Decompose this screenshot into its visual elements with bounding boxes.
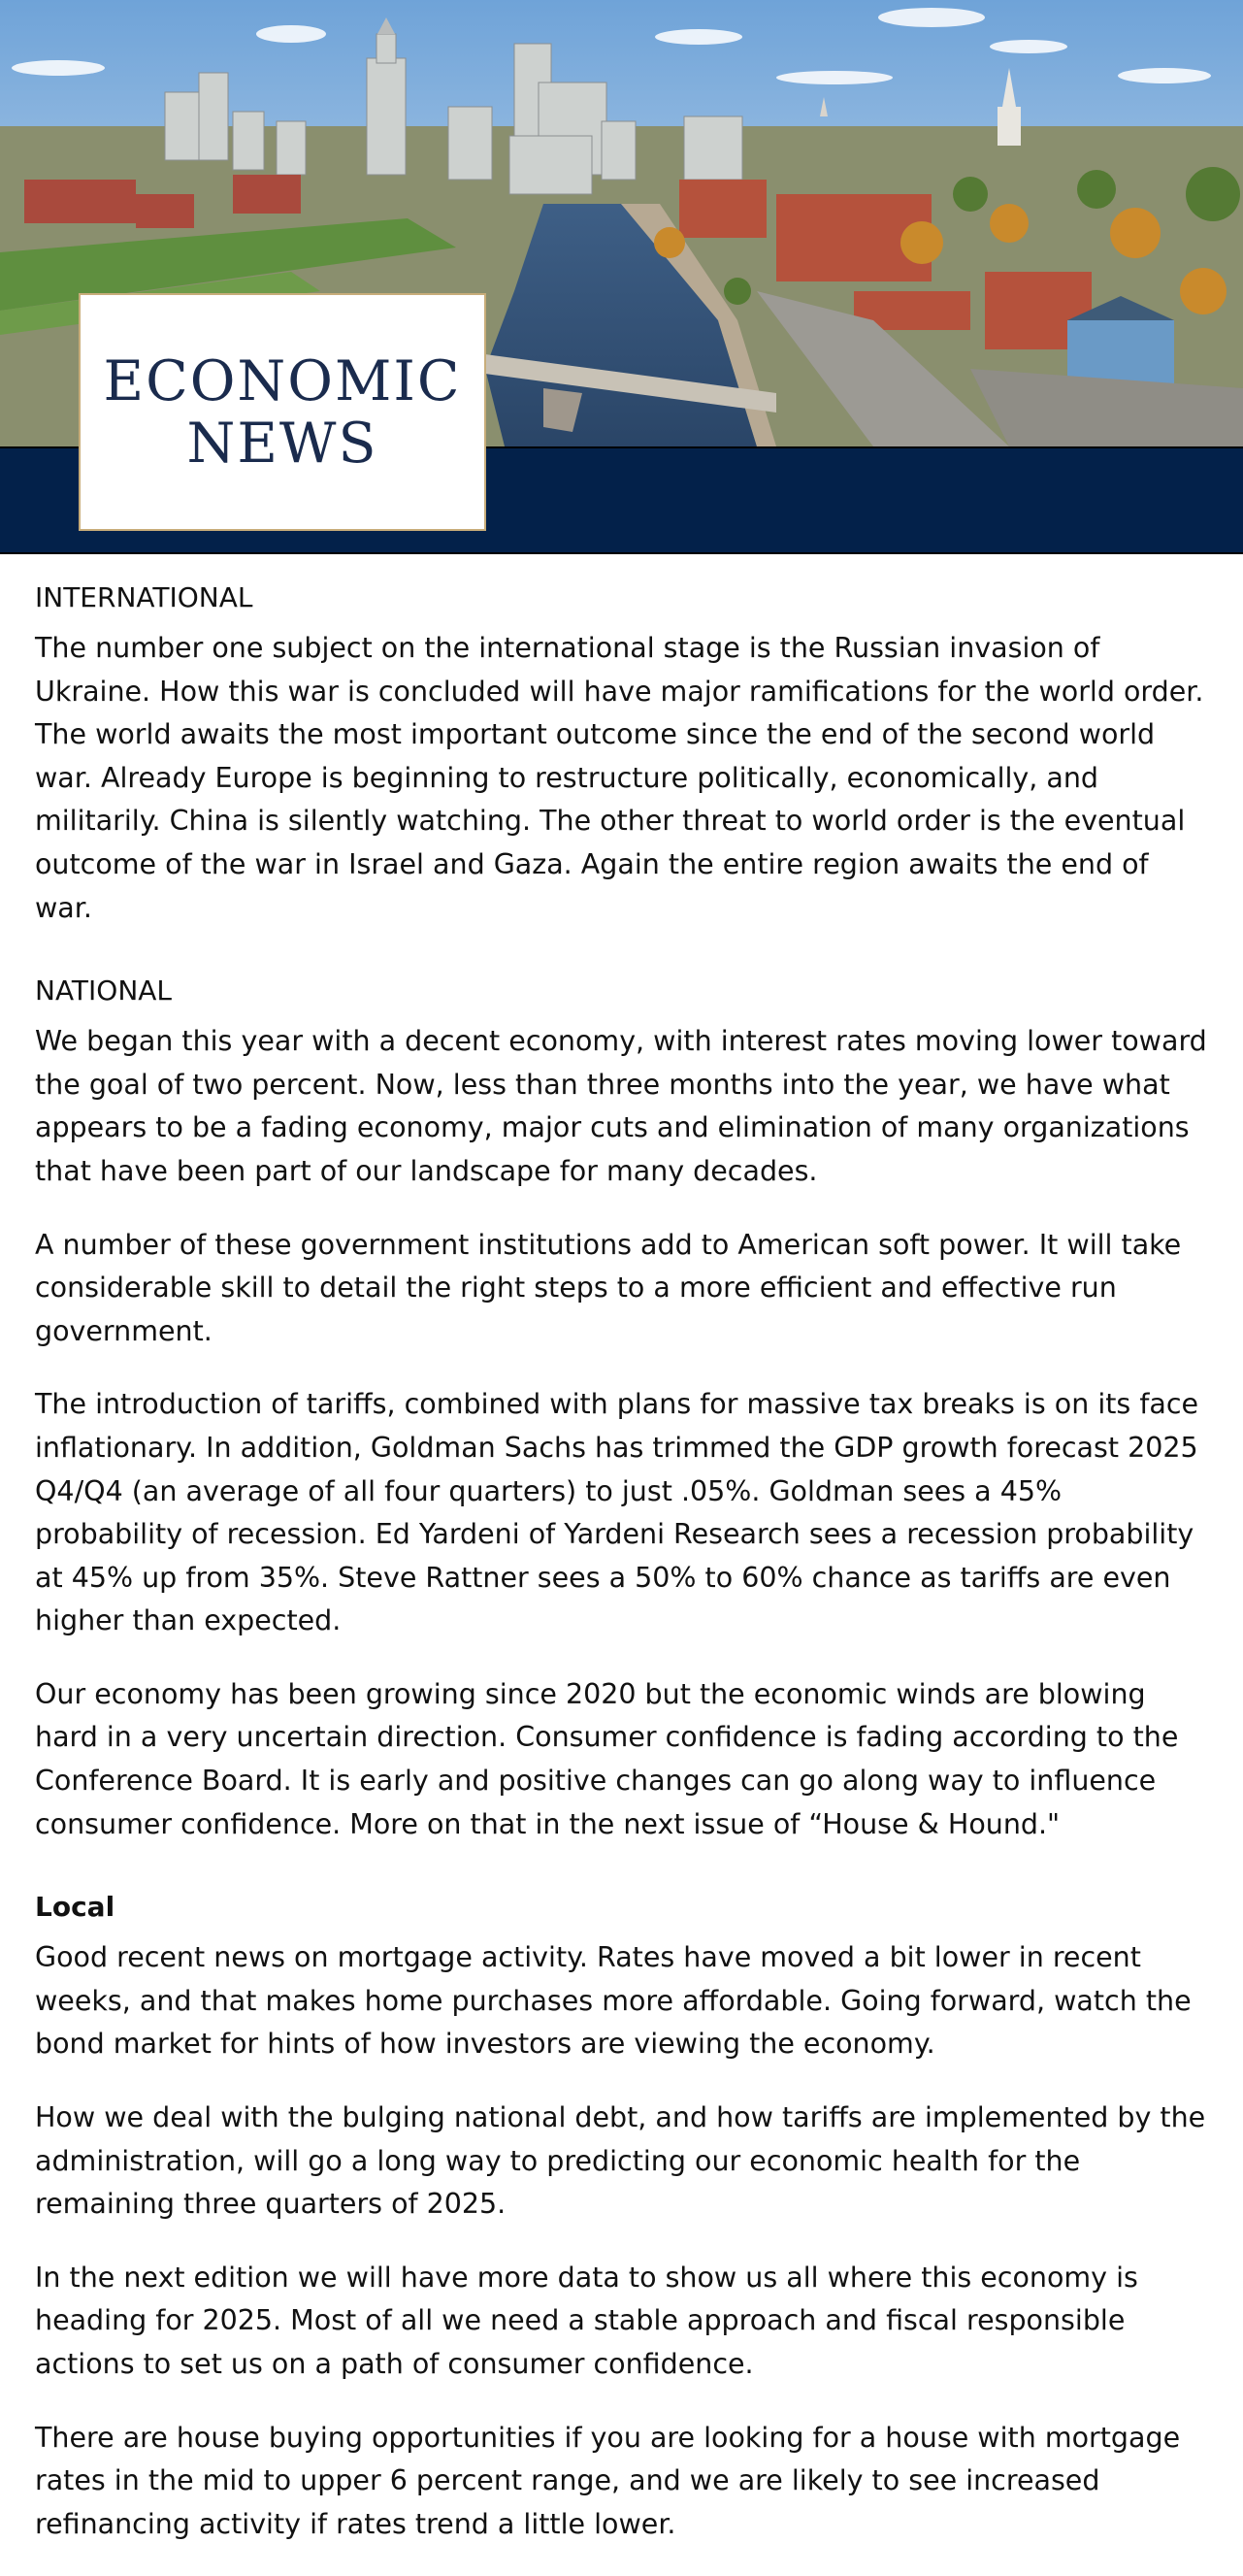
- masthead-title-card: [79, 293, 486, 531]
- paragraph: The introduction of tariffs, combined with plans for massive tax breaks is on its face inflationary. In addition, Goldman Sachs has trimmed the GDP growth forecast 2025 Q4/Q4 (an average of all four quarters) to just .05%. Goldman sees a 45% probability of recession. Ed Yardeni of Yardeni Research sees a recession probability at 45% up from 35%. Steve Rattner sees a 50% to 60% chance as tariffs are even higher than expected.: [35, 1388, 1199, 1637]
- paragraph: In the next edition we will have more data to show us all where this economy is heading for 2025. Most of all we need a stable approach and fiscal responsible actions to set us on a path of consumer confidence.: [35, 2261, 1138, 2380]
- international-section: [35, 577, 1214, 930]
- paragraph: The number one subject on the international stage is the Russian invasion of Ukraine. How this war is concluded will have major ramifications for the world order. The world awaits the most important outcome since the end of the second world war. Already Europe is beginning to restructure politically, economically, and militarily. China is silently watching. The other threat to world order is the eventual outcome of the war in Israel and Gaza. Again the entire region awaits the end of war.: [35, 632, 1204, 924]
- paragraph: How we deal with the bulging national debt, and how tariffs are implemented by the administration, will go a long way to predicting our economic health for the remaining three quarters of 2025.: [35, 2101, 1206, 2221]
- national-section: [35, 970, 1214, 1846]
- local-section: [35, 1886, 1214, 2546]
- paragraph: A number of these government institutions add to American soft power. It will take considerable skill to detail the right steps to a more efficient and effective run government.: [35, 1228, 1182, 1347]
- section-heading: NATIONAL: [35, 974, 173, 1007]
- paragraph: Good recent news on mortgage activity. Rates have moved a bit lower in recent weeks, and that makes home purchases more affordable. Going forward, watch the bond market for hints of how investors are viewing the economy.: [35, 1941, 1192, 2061]
- article-body: [35, 577, 1214, 2576]
- paragraph: Our economy has been growing since 2020 but the economic winds are blowing hard in a very uncertain direction. Consumer confidence is fading according to the Conference Board. It is early and positive changes can go along way to influence consumer confidence. More on that in the next issue of “House & Hound.": [35, 1677, 1179, 1840]
- masthead-title-line-1: ECONOMIC: [103, 348, 462, 413]
- section-heading: INTERNATIONAL: [35, 581, 253, 613]
- section-heading: Local: [35, 1891, 115, 1924]
- masthead-title-line-2: NEWS: [186, 411, 378, 476]
- paragraph: There are house buying opportunities if you are looking for a house with mortgage rates in the mid to upper 6 percent range, and we are likely to see increased refinancing activity if rates trend a little lower.: [35, 2421, 1181, 2540]
- paragraph: We began this year with a decent economy, with interest rates moving lower toward the goal of two percent. Now, less than three months into the year, we have what appears to be a fading economy, major cuts and elimination of many organizations that have been part of our landscape for many decades.: [35, 1025, 1207, 1187]
